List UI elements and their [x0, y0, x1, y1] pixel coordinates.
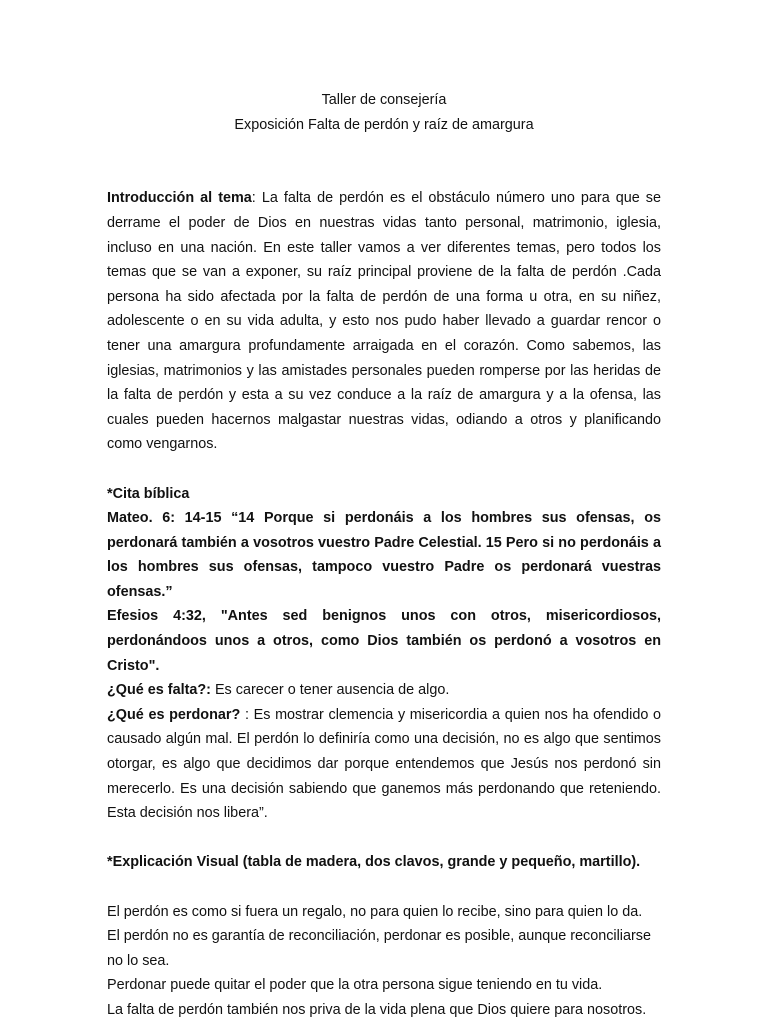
explicacion-visual: *Explicación Visual (tabla de madera, dos clavos, grande y pequeño, martillo). [107, 854, 641, 871]
document-title: Taller de consejería [321, 92, 447, 108]
falta-paragraph [107, 678, 661, 703]
document-page [107, 88, 661, 1023]
closing-line: Perdonar puede quitar el poder que la otra persona sigue teniendo en tu vida. [107, 977, 603, 994]
document-subtitle: Exposición Falta de perdón y raíz de amargura [234, 116, 534, 133]
intro-paragraph [107, 186, 661, 457]
mateo-quote: Mateo. 6: 14-15 “14 Porque si perdonáis a los hombres sus ofensas, os perdonará también a vosotros vuestro Padre Celestial. 15 Pero si no perdonáis a los hombres sus ofensas, tampoco vuestro Padre os perdonará vuestras ofensas.” [107, 510, 661, 600]
closing-line: El perdón es como si fuera un regalo, no para quien lo recibe, sino para quien lo da. [107, 903, 643, 920]
closing-line: El perdón no es garantía de reconciliación, perdonar es posible, aunque reconciliarse no lo sea. [107, 928, 651, 969]
perdonar-paragraph [107, 703, 661, 826]
spacer [107, 875, 661, 900]
falta-label: ¿Qué es falta?: [107, 682, 211, 699]
cita-heading: *Cita bíblica [107, 485, 190, 502]
intro-label: Introducción al tema [107, 190, 252, 207]
perdonar-label: ¿Qué es perdonar? [107, 706, 241, 723]
falta-text: Es carecer o tener ausencia de algo. [210, 682, 450, 699]
closing-line: La falta de perdón también nos priva de la vida plena que Dios quiere para nosotros. [107, 1001, 647, 1018]
intro-text: : La falta de perdón es el obstáculo número uno para que se derrame el poder de Dios en nuestras vidas tanto personal, matrimonio, iglesia, incluso en una nación. En este taller vamos a ver diferentes temas, pero todos los temas que se van a exponer, su raíz principal proviene de la falta de perdón .Cada persona ha sido afectada por la falta de perdón de una forma u otra, en su niñez, adolescente o en su vida adulta, y esto nos pudo haber llevado a guardar rencor o tener una amargura profundamente arraigada en el corazón. Como sabemos, las iglesias, matrimonios y las amistades personales pueden romperse por las heridas de la falta de perdón y esta a su vez conduce a la raíz de amargura y a la ofensa, las cuales pueden hacernos malgastar nuestras vidas, odiando a otros y planificando como vengarnos. [107, 190, 661, 453]
spacer [107, 457, 661, 482]
spacer [107, 162, 661, 187]
spacer [107, 826, 661, 851]
efesios-quote: Efesios 4:32, "Antes sed benignos unos con otros, misericordiosos, perdonándoos unos a otros, como Dios también os perdonó a vosotros en Cristo". [107, 608, 661, 674]
perdonar-text: : Es mostrar clemencia y misericordia a quien nos ha ofendido o causado algún mal. El perdón lo definiría como una decisión, no es algo que sentimos otorgar, es algo que decidimos dar porque entendemos que Jesús nos perdonó sin merecerlo. Es una decisión sabiendo que ganemos más perdonando que reteniendo. Esta decisión nos libera”. [107, 706, 661, 822]
